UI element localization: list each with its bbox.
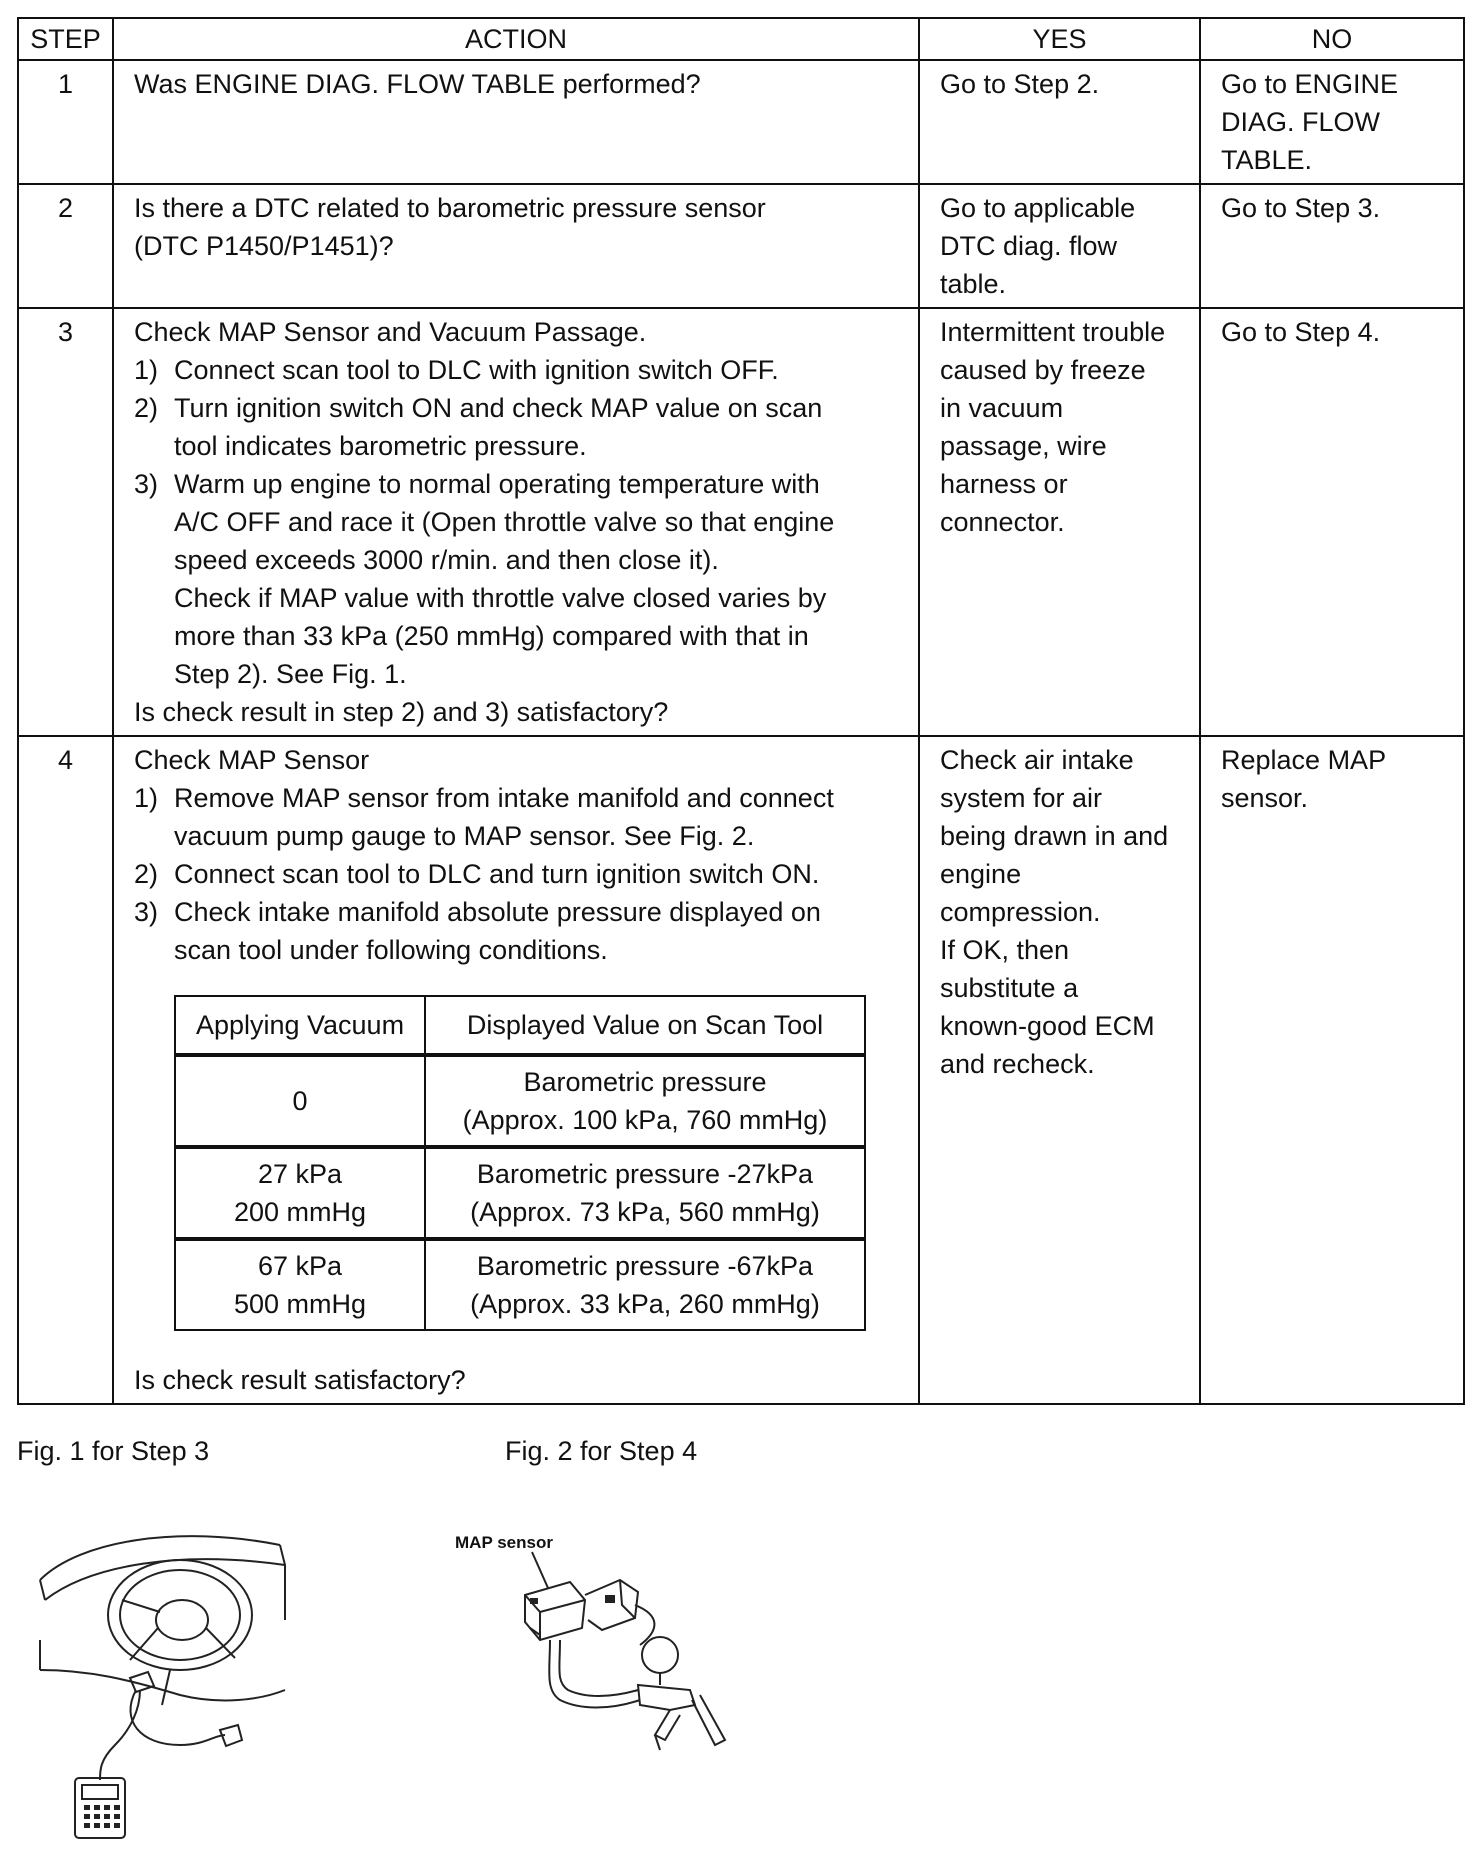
- item-line: Warm up engine to normal operating temperature with: [174, 469, 820, 499]
- header-step: STEP: [18, 18, 113, 60]
- yes-text: connector.: [940, 507, 1065, 537]
- diagnostic-table: [17, 17, 1465, 1405]
- yes-text: harness or: [940, 469, 1068, 499]
- no-cell: [1200, 184, 1464, 308]
- vacuum-header-displayed: Displayed Value on Scan Tool: [425, 996, 865, 1055]
- table-row: [18, 184, 1464, 308]
- item-number: 3): [134, 469, 159, 499]
- action-text: (DTC P1450/P1451)?: [134, 231, 394, 261]
- vacuum-header-applying: Applying Vacuum: [175, 996, 425, 1055]
- header-no: NO: [1200, 18, 1464, 60]
- action-text: Was ENGINE DIAG. FLOW TABLE performed?: [134, 69, 701, 99]
- no-text: TABLE.: [1221, 145, 1313, 175]
- vacuum-value: 500 mmHg: [233, 1289, 367, 1319]
- table-row: [18, 60, 1464, 184]
- item-number: 1): [134, 355, 159, 385]
- action-question: Is check result in step 2) and 3) satisfactory?: [134, 697, 669, 727]
- list-item: [134, 855, 910, 893]
- list-item: [134, 893, 910, 969]
- displayed-value-cell: [425, 1239, 865, 1330]
- no-text: Replace MAP: [1221, 745, 1387, 775]
- fig2-illustration: [510, 1550, 770, 1780]
- step-number: 4: [18, 736, 113, 1404]
- vacuum-value: 27 kPa: [257, 1159, 343, 1189]
- yes-text: and recheck.: [940, 1049, 1095, 1079]
- fig2-caption: Fig. 2 for Step 4: [505, 1436, 698, 1466]
- action-question: Is check result satisfactory?: [134, 1365, 466, 1395]
- action-steps-list: [134, 779, 910, 969]
- yes-text: substitute a: [940, 973, 1079, 1003]
- vacuum-value: 0: [292, 1086, 308, 1116]
- table-row: [175, 1147, 865, 1239]
- table-row: [175, 1055, 865, 1147]
- yes-text: engine: [940, 859, 1022, 889]
- vacuum-value: 200 mmHg: [233, 1197, 367, 1227]
- vacuum-value: 67 kPa: [257, 1251, 343, 1281]
- item-line: Connect scan tool to DLC with ignition switch OFF.: [174, 355, 779, 385]
- item-line: Check if MAP value with throttle valve closed varies by: [174, 583, 827, 613]
- yes-cell: [919, 60, 1200, 184]
- item-line: Turn ignition switch ON and check MAP value on scan: [174, 393, 823, 423]
- list-item: [134, 389, 910, 465]
- displayed-value-cell: [425, 1055, 865, 1147]
- no-text: Go to ENGINE: [1221, 69, 1399, 99]
- vacuum-value-cell: [175, 1147, 425, 1239]
- diagnostic-page: [17, 17, 1463, 1405]
- item-line: Step 2). See Fig. 1.: [174, 659, 407, 689]
- displayed-value: (Approx. 73 kPa, 560 mmHg): [470, 1197, 820, 1227]
- displayed-value: (Approx. 33 kPa, 260 mmHg): [470, 1289, 820, 1319]
- action-text: Is there a DTC related to barometric pressure sensor: [134, 193, 766, 223]
- no-text: DIAG. FLOW: [1221, 107, 1381, 137]
- step-number: 1: [18, 60, 113, 184]
- header-yes: YES: [919, 18, 1200, 60]
- yes-text: Go to Step 2.: [940, 69, 1100, 99]
- fig1-illustration: [30, 1520, 300, 1840]
- item-number: 1): [134, 783, 159, 813]
- yes-text: system for air: [940, 783, 1103, 813]
- yes-cell: [919, 736, 1200, 1404]
- displayed-value: Barometric pressure: [523, 1067, 767, 1097]
- item-line: Check intake manifold absolute pressure displayed on: [174, 897, 821, 927]
- yes-cell: [919, 308, 1200, 736]
- item-line: vacuum pump gauge to MAP sensor. See Fig. 2.: [174, 821, 755, 851]
- no-text: sensor.: [1221, 783, 1309, 813]
- yes-text: table.: [940, 269, 1007, 299]
- fig1-caption: Fig. 1 for Step 3: [17, 1436, 210, 1466]
- yes-text: DTC diag. flow: [940, 231, 1118, 261]
- vacuum-table-header-row: [175, 996, 865, 1055]
- action-title: Check MAP Sensor and Vacuum Passage.: [134, 317, 647, 347]
- vacuum-table: [174, 995, 866, 1331]
- displayed-value-cell: [425, 1147, 865, 1239]
- yes-text: in vacuum: [940, 393, 1064, 423]
- no-text: Go to Step 4.: [1221, 317, 1381, 347]
- action-title: Check MAP Sensor: [134, 745, 370, 775]
- action-cell: [113, 184, 919, 308]
- yes-text: caused by freeze: [940, 355, 1146, 385]
- displayed-value: (Approx. 100 kPa, 760 mmHg): [462, 1105, 828, 1135]
- item-line: tool indicates barometric pressure.: [174, 431, 587, 461]
- yes-text: Go to applicable: [940, 193, 1136, 223]
- no-text: Go to Step 3.: [1221, 193, 1381, 223]
- yes-text: known-good ECM: [940, 1011, 1155, 1041]
- item-line: A/C OFF and race it (Open throttle valve so that engine: [174, 507, 835, 537]
- no-cell: [1200, 60, 1464, 184]
- item-line: more than 33 kPa (250 mmHg) compared with that in: [174, 621, 809, 651]
- table-header-row: [18, 18, 1464, 60]
- list-item: [134, 779, 910, 855]
- item-line: scan tool under following conditions.: [174, 935, 608, 965]
- table-row: [18, 736, 1464, 1404]
- yes-text: passage, wire: [940, 431, 1107, 461]
- vacuum-value-cell: [175, 1239, 425, 1330]
- action-cell: [113, 60, 919, 184]
- item-number: 2): [134, 859, 159, 889]
- yes-text: Intermittent trouble: [940, 317, 1166, 347]
- table-row: [175, 1239, 865, 1330]
- yes-text: being drawn in and: [940, 821, 1169, 851]
- table-row: [18, 308, 1464, 736]
- yes-text: Check air intake: [940, 745, 1134, 775]
- step-number: 2: [18, 184, 113, 308]
- yes-cell: [919, 184, 1200, 308]
- yes-text: compression.: [940, 897, 1101, 927]
- item-number: 2): [134, 393, 159, 423]
- no-cell: [1200, 736, 1464, 1404]
- vacuum-value-cell: [175, 1055, 425, 1147]
- item-number: 3): [134, 897, 159, 927]
- action-cell: [113, 736, 919, 1404]
- list-item: [134, 465, 910, 693]
- displayed-value: Barometric pressure -67kPa: [476, 1251, 814, 1281]
- displayed-value: Barometric pressure -27kPa: [476, 1159, 814, 1189]
- item-line: speed exceeds 3000 r/min. and then close it).: [174, 545, 719, 575]
- yes-text: If OK, then: [940, 935, 1070, 965]
- action-cell: [113, 308, 919, 736]
- step-number: 3: [18, 308, 113, 736]
- list-item: [134, 351, 910, 389]
- item-line: Remove MAP sensor from intake manifold and connect: [174, 783, 834, 813]
- item-line: Connect scan tool to DLC and turn ignition switch ON.: [174, 859, 820, 889]
- no-cell: [1200, 308, 1464, 736]
- action-steps-list: [134, 351, 910, 693]
- header-action: ACTION: [113, 18, 919, 60]
- fig2-label: MAP sensor: [455, 1533, 553, 1552]
